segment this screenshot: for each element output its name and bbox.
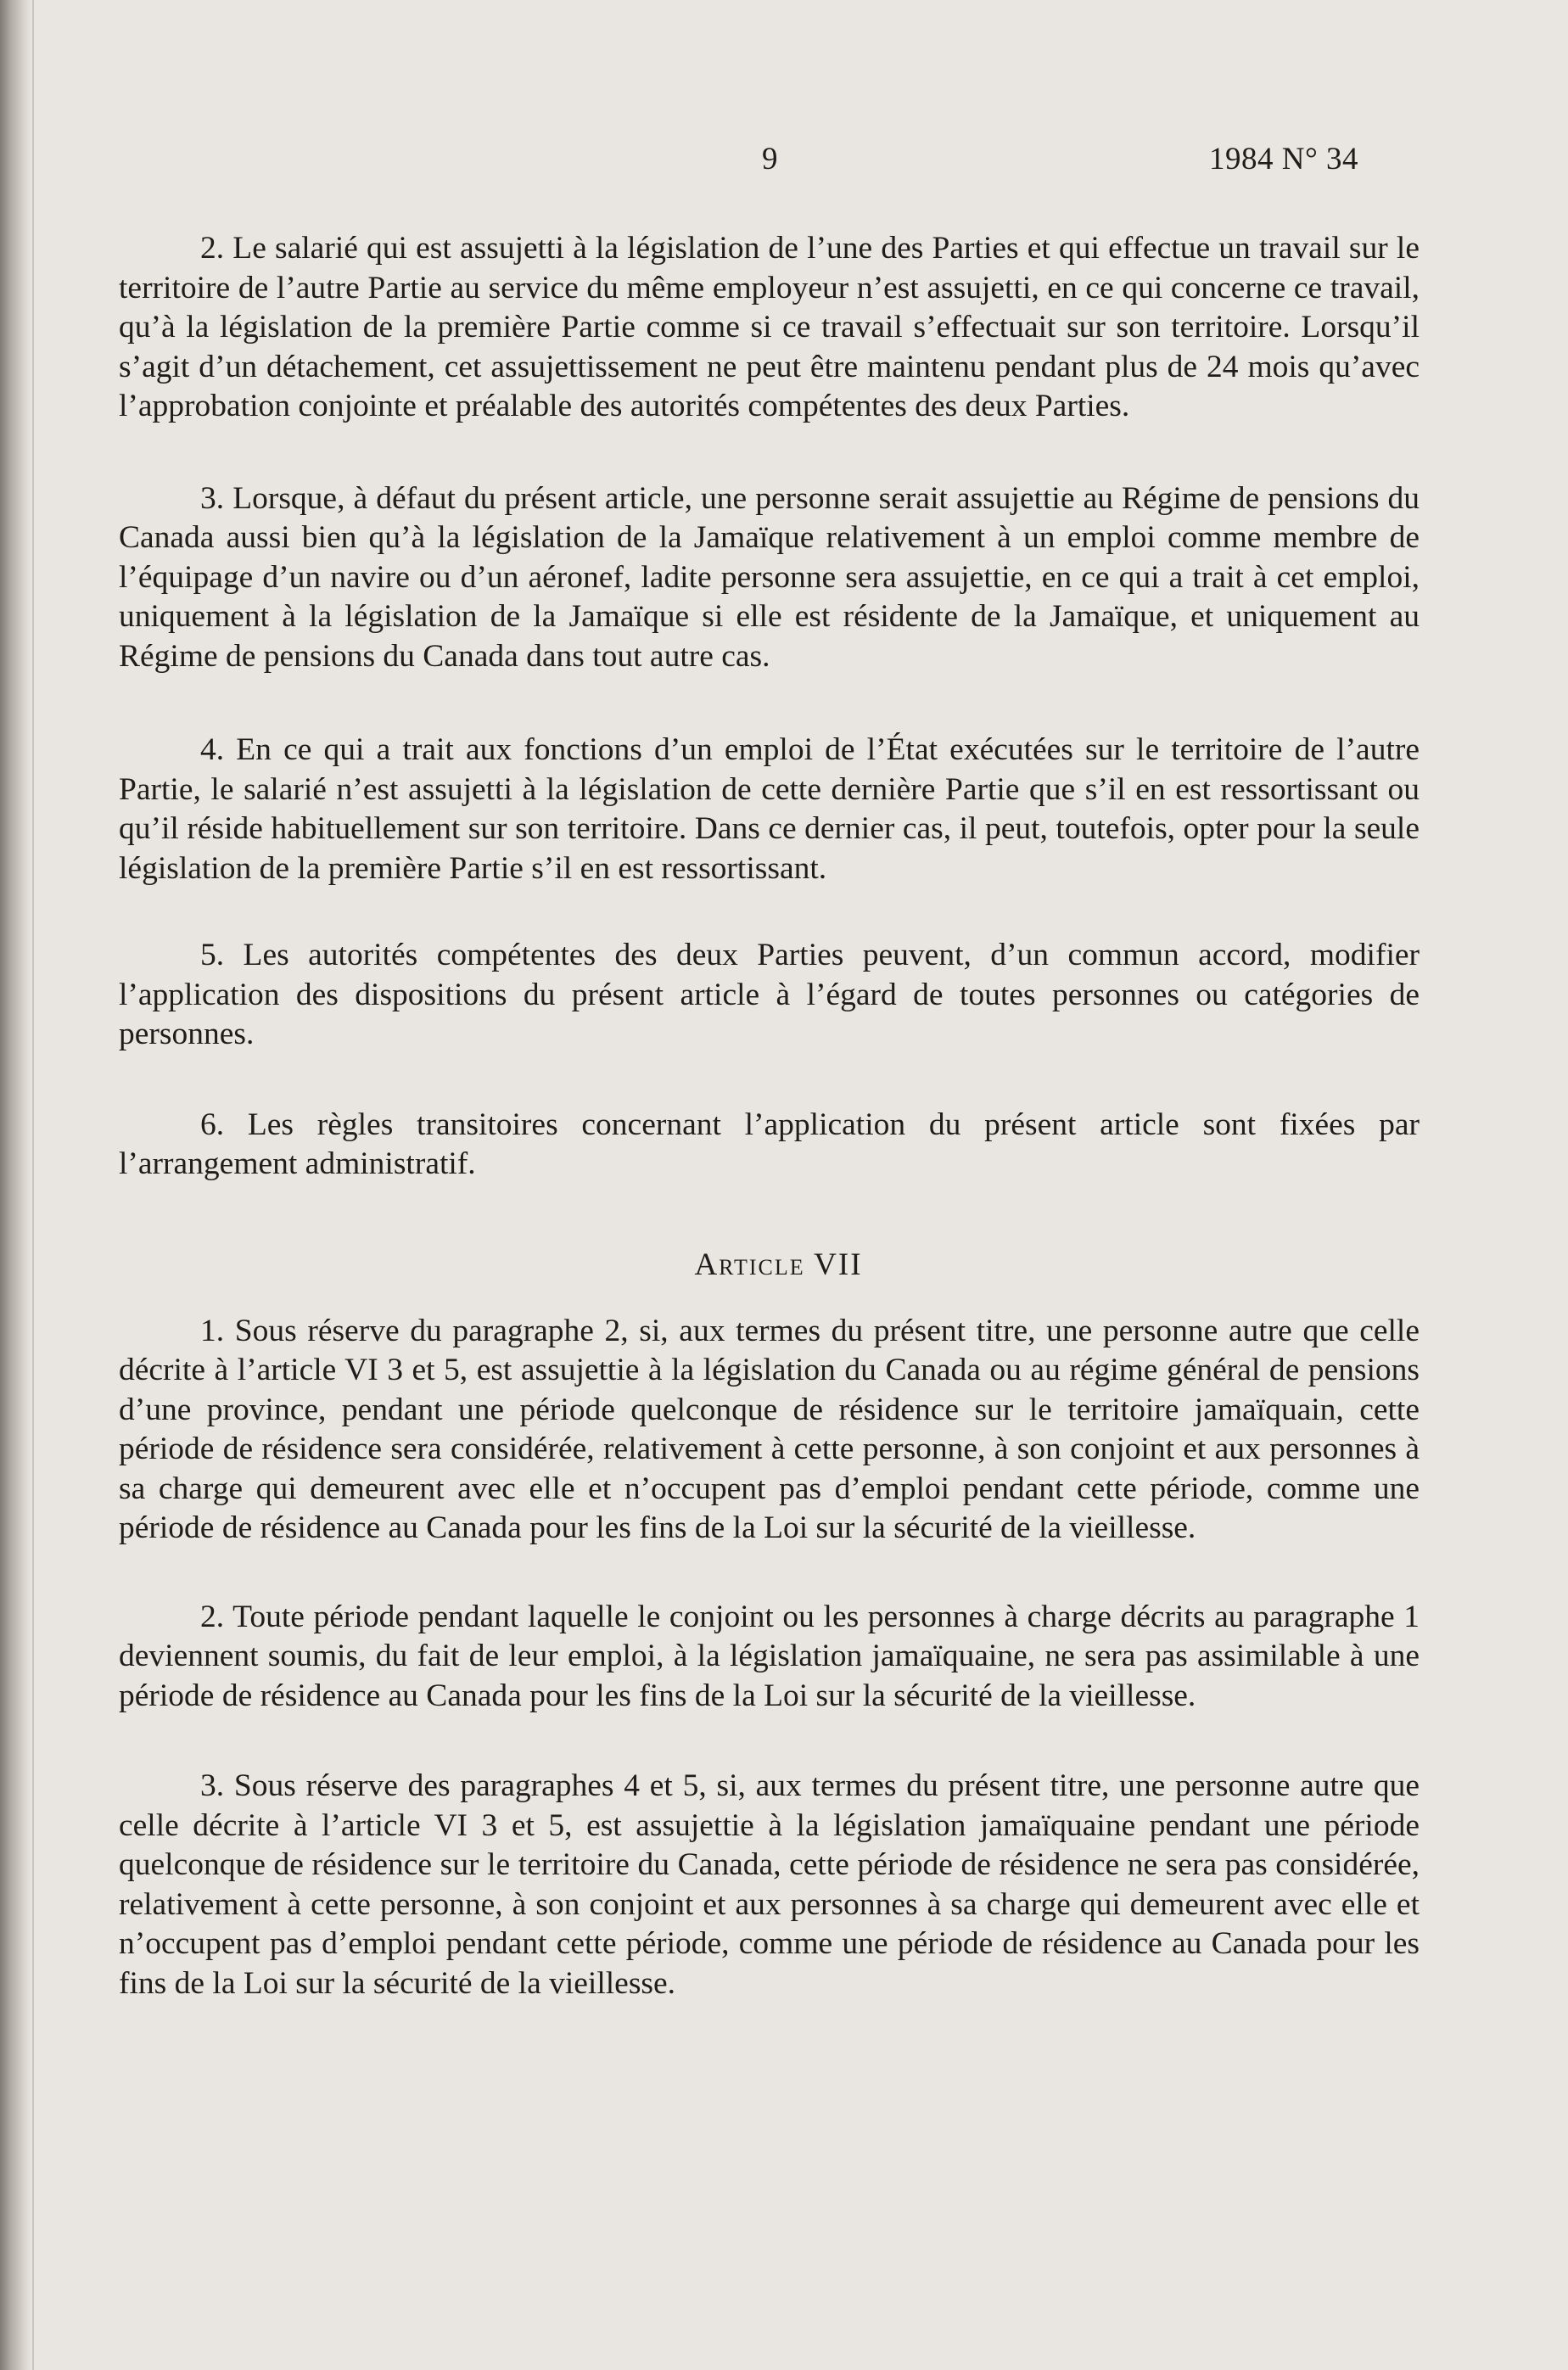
article-heading: Article VII [694,1247,863,1282]
document-reference: 1984 N° 34 [1209,142,1359,176]
paragraph-3: 3. Lorsque, à défaut du présent article, une personne serait assujettie au Régime de pensions du Canada aussi bien qu’à la législation de la Jamaïque relativement à un emploi comme membre de l’équipage d’un navire ou d’un aéronef, ladite personne sera assujettie, en ce qui a trait à cet emploi, uniquement à la législation de la Jamaïque si elle est résidente de la Jamaïque, et uniquement au Régime de pensions du Canada dans tout autre cas. [119,480,1420,674]
article-vii-paragraph-1: 1. Sous réserve du paragraphe 2, si, aux termes du présent titre, une personne autre que celle décrite à l’article VI 3 et 5, est assujettie à la législation du Canada ou au régime général de pensions d’une province, pendant une période quelconque de résidence sur le territoire jamaïquain, cette période de résidence sera considérée, relativement à cette personne, à son conjoint et aux personnes à sa charge qui demeurent avec elle et n’occupent pas d’emploi pendant cette période, comme une période de résidence au Canada pour les fins de la Loi sur la sécurité de la vieillesse. [119,1313,1420,1545]
paragraph-2: 2. Le salarié qui est assujetti à la législation de l’une des Parties et qui effectue un travail sur le territoire de l’autre Partie au service du même employeur n’est assujetti, en ce qui concerne ce travail, qu’à la législation de la première Partie comme si ce travail s’effectuait sur son territoire. Lorsqu’il s’agit d’un détachement, cet assujettissement ne peut être maintenu pendant plus de 24 mois qu’avec l’approbation conjointe et préalable des autorités compétentes des deux Parties. [119,231,1420,423]
page-body [119,229,1420,2003]
paragraph-6: 6. Les règles transitoires concernant l’application du présent article sont fixées par l’arrangement administratif. [119,1107,1420,1181]
article-vii-paragraph-3: 3. Sous réserve des paragraphes 4 et 5, si, aux termes du présent titre, une personne autre que celle décrite à l’article VI 3 et 5, est assujettie à la législation jamaïquaine pendant une période quelconque de résidence sur le territoire du Canada, cette période de résidence ne sera pas considérée, relativement à cette personne, à son conjoint et aux personnes à sa charge qui demeurent avec elle et n’occupent pas d’emploi pendant cette période, comme une période de résidence au Canada pour les fins de la Loi sur la sécurité de la vieillesse. [119,1768,1420,2001]
page-edge [32,0,34,2370]
page-number: 9 [762,142,778,176]
page-header [0,137,1568,182]
article-vii-paragraph-2: 2. Toute période pendant laquelle le conjoint ou les personnes à charge décrits au paragraphe 1 deviennent soumis, du fait de leur emploi, à la législation jamaïquaine, ne sera pas assimilable à une période de résidence au Canada pour les fins de la Loi sur la sécurité de la vieillesse. [119,1599,1420,1713]
paragraph-4: 4. En ce qui a trait aux fonctions d’un emploi de l’État exécutées sur le territoire de l’autre Partie, le salarié n’est assujetti à la législation de cette dernière Partie que s’il en est ressortissant ou qu’il réside habituellement sur son territoire. Dans ce dernier cas, il peut, toutefois, opter pour la seule législation de la première Partie s’il en est ressortissant. [119,732,1420,886]
book-spine-shadow [0,0,32,2370]
paragraph-5: 5. Les autorités compétentes des deux Parties peuvent, d’un commun accord, modifier l’application des dispositions du présent article à l’égard de toutes personnes ou catégories de personnes. [119,938,1420,1051]
